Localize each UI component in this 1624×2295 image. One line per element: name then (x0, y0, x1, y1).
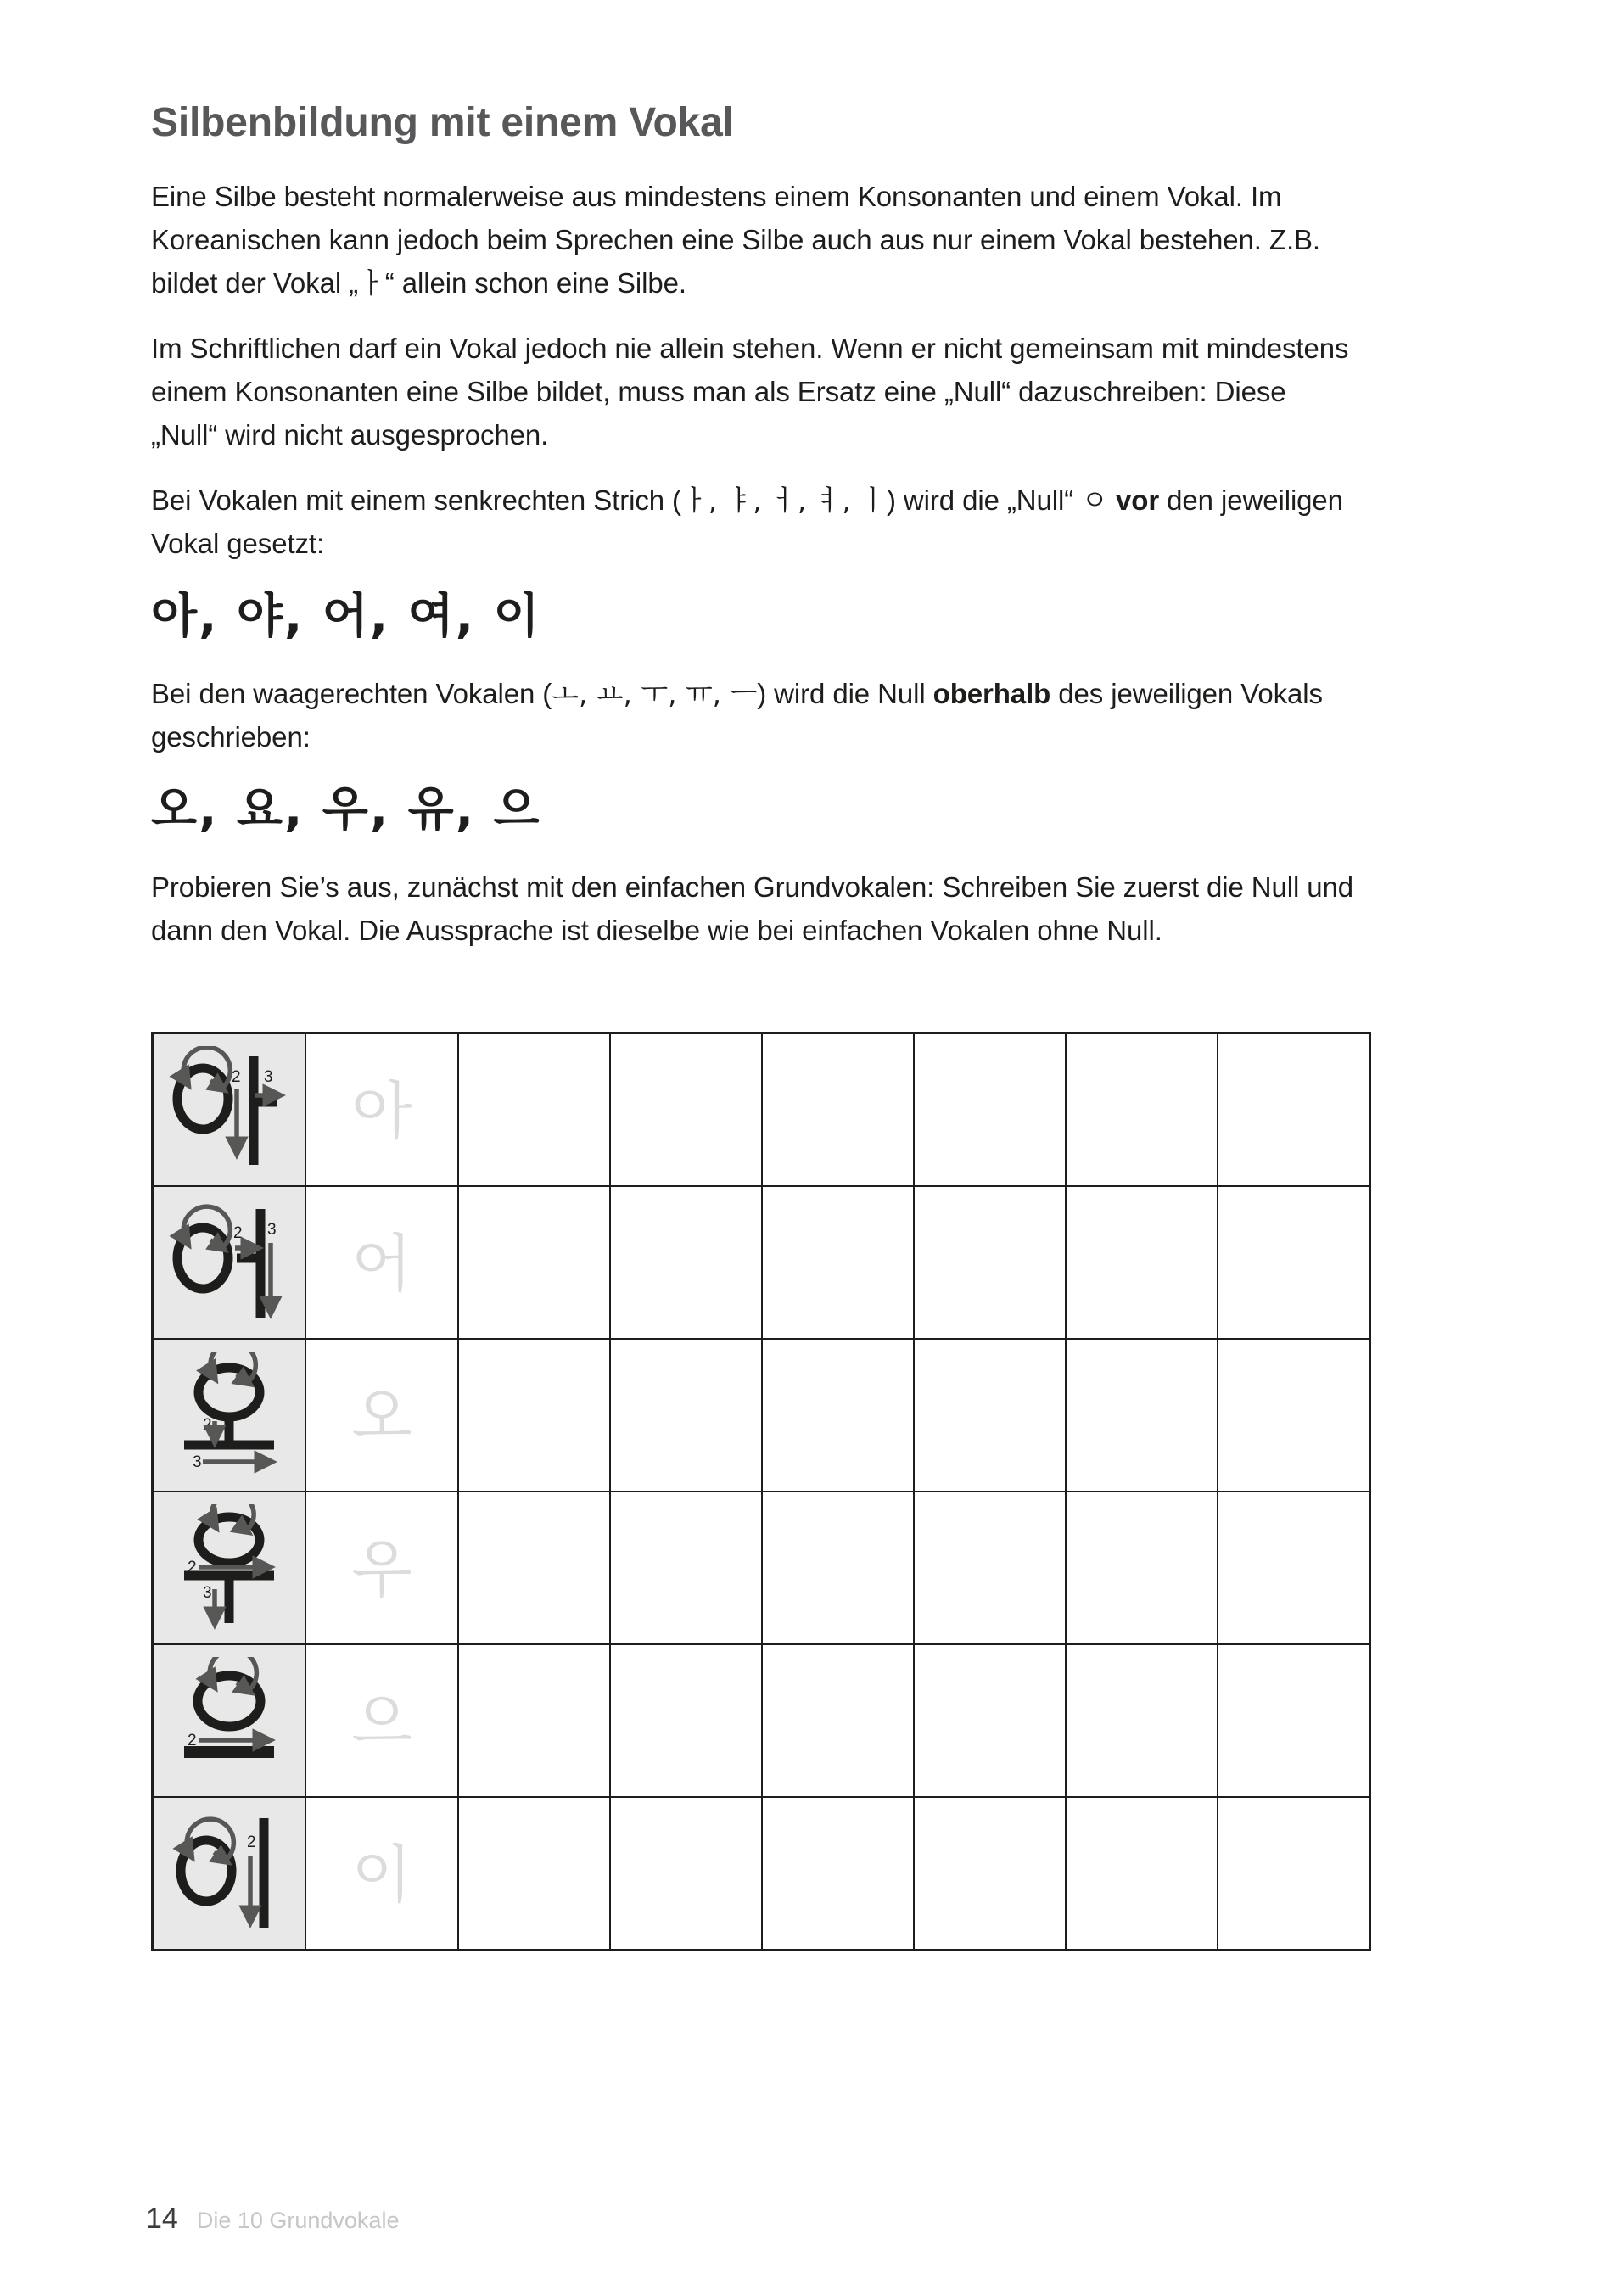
writing-cell[interactable] (458, 1339, 610, 1492)
writing-cell[interactable] (1066, 1644, 1218, 1797)
horizontal-vowel-list: ㅗ, ㅛ, ㅜ, ㅠ, ㅡ (552, 676, 758, 710)
writing-cell[interactable] (458, 1797, 610, 1951)
writing-cell[interactable] (1218, 1644, 1370, 1797)
vertical-rule-middle: ) wird die „Null“ ㅇ (886, 484, 1117, 516)
writing-cell[interactable] (1066, 1339, 1218, 1492)
vertical-rule-tail: den jeweiligen Vokal gesetzt: (151, 484, 1343, 559)
writing-cell[interactable] (914, 1644, 1066, 1797)
svg-text:2: 2 (232, 1068, 241, 1086)
paragraph-null-rule: Im Schriftlichen darf ein Vokal jedoch nie allein stehen. Wenn er nicht gemeinsam mit mindestens einem Konsonanten eine Silbe bildet, muss man als Ersatz eine „Null“ dazuschreiben: Diese „Null“ wird nicht ausgesprochen. (151, 332, 1349, 451)
vertical-vowel-list: ㅏ, ㅑ, ㅓ, ㅕ, ㅣ (680, 483, 887, 517)
writing-cell[interactable] (762, 1644, 914, 1797)
page-footer (146, 2203, 399, 2236)
practice-grid-container (151, 1032, 1354, 1941)
page-title: Silbenbildung mit einem Vokal (151, 100, 734, 145)
svg-text:2: 2 (188, 1559, 197, 1576)
writing-cell[interactable] (1218, 1797, 1370, 1951)
trace-cell[interactable] (305, 1797, 458, 1951)
paragraph-horizontal-rule (151, 672, 1356, 758)
practice-grid-body (153, 1033, 1370, 1951)
writing-cell[interactable] (762, 1186, 914, 1339)
trace-cell[interactable] (305, 1033, 458, 1187)
svg-text:2: 2 (233, 1224, 243, 1242)
svg-text:3: 3 (203, 1584, 212, 1602)
trace-glyph: 이 (351, 1839, 412, 1912)
trace-cell[interactable] (305, 1186, 458, 1339)
writing-cell[interactable] (610, 1339, 762, 1492)
practice-row (153, 1644, 1370, 1797)
svg-text:2: 2 (203, 1416, 212, 1434)
writing-cell[interactable] (610, 1186, 762, 1339)
writing-cell[interactable] (762, 1339, 914, 1492)
writing-cell[interactable] (762, 1033, 914, 1187)
vertical-rule-prefix: Bei Vokalen mit einem senkrechten Strich ( (151, 484, 681, 516)
stroke-order-cell-아 (153, 1033, 306, 1187)
writing-cell[interactable] (762, 1797, 914, 1951)
practice-row (153, 1339, 1370, 1492)
example-vertical-syllables: 아, 야, 어, 여, 이 (151, 588, 541, 644)
horizontal-rule-prefix: Bei den waagerechten Vokalen ( (151, 677, 552, 709)
trace-glyph: 으 (351, 1686, 412, 1759)
writing-cell[interactable] (1218, 1339, 1370, 1492)
svg-text:3: 3 (264, 1068, 273, 1086)
trace-cell[interactable] (305, 1644, 458, 1797)
trace-cell[interactable] (305, 1339, 458, 1492)
paragraph-vertical-rule (151, 479, 1356, 565)
svg-text:2: 2 (188, 1732, 197, 1749)
writing-cell[interactable] (458, 1644, 610, 1797)
writing-cell[interactable] (1066, 1492, 1218, 1644)
example-horizontal-syllables: 오, 요, 우, 유, 으 (151, 781, 541, 837)
writing-cell[interactable] (1066, 1033, 1218, 1187)
horizontal-rule-tail: des jeweiligen Vokals geschrieben: (151, 677, 1323, 753)
trace-glyph: 아 (351, 1075, 412, 1148)
svg-text:3: 3 (193, 1453, 202, 1471)
writing-cell[interactable] (1066, 1797, 1218, 1951)
writing-cell[interactable] (1218, 1033, 1370, 1187)
writing-cell[interactable] (1066, 1186, 1218, 1339)
practice-row (153, 1186, 1370, 1339)
writing-cell[interactable] (610, 1644, 762, 1797)
trace-cell[interactable] (305, 1492, 458, 1644)
writing-cell[interactable] (458, 1186, 610, 1339)
writing-cell[interactable] (458, 1033, 610, 1187)
writing-cell[interactable] (458, 1492, 610, 1644)
writing-cell[interactable] (610, 1492, 762, 1644)
stroke-order-cell-오 (153, 1339, 306, 1492)
trace-glyph: 우 (351, 1533, 412, 1606)
practice-row (153, 1033, 1370, 1187)
svg-text:2: 2 (247, 1833, 256, 1851)
trace-glyph: 오 (351, 1380, 412, 1453)
chapter-label: Die 10 Grundvokale (196, 2208, 400, 2233)
paragraph-intro: Eine Silbe besteht normalerweise aus mindestens einem Konsonanten und einem Vokal. Im Koreanischen kann jedoch beim Sprechen eine Silbe auch aus nur einem Vokal bestehen. Z.B. bildet der Vokal „ㅏ“ allein schon eine Silbe. (151, 180, 1320, 299)
practice-grid (151, 1032, 1371, 1951)
svg-text:3: 3 (267, 1221, 277, 1239)
stroke-order-cell-어 (153, 1186, 306, 1339)
page-content (151, 100, 1356, 974)
writing-cell[interactable] (1218, 1186, 1370, 1339)
horizontal-rule-middle: ) wird die Null (757, 677, 933, 709)
writing-cell[interactable] (914, 1033, 1066, 1187)
stroke-order-cell-우 (153, 1492, 306, 1644)
writing-cell[interactable] (610, 1797, 762, 1951)
practice-row (153, 1797, 1370, 1951)
writing-cell[interactable] (914, 1797, 1066, 1951)
stroke-order-cell-이 (153, 1797, 306, 1951)
writing-cell[interactable] (914, 1492, 1066, 1644)
writing-cell[interactable] (762, 1492, 914, 1644)
practice-row (153, 1492, 1370, 1644)
vertical-rule-emphasis: vor (1116, 484, 1160, 516)
paragraph-practice-instructions: Probieren Sie’s aus, zunächst mit den einfachen Grundvokalen: Schreiben Sie zuerst die Null und dann den Vokal. Die Aussprache ist dieselbe wie bei einfachen Vokalen ohne Null. (151, 870, 1354, 946)
writing-cell[interactable] (914, 1339, 1066, 1492)
page-number: 14 (146, 2203, 178, 2235)
trace-glyph: 어 (351, 1228, 412, 1301)
writing-cell[interactable] (1218, 1492, 1370, 1644)
writing-cell[interactable] (610, 1033, 762, 1187)
writing-cell[interactable] (914, 1186, 1066, 1339)
horizontal-rule-emphasis: oberhalb (932, 677, 1051, 709)
stroke-order-cell-으 (153, 1644, 306, 1797)
